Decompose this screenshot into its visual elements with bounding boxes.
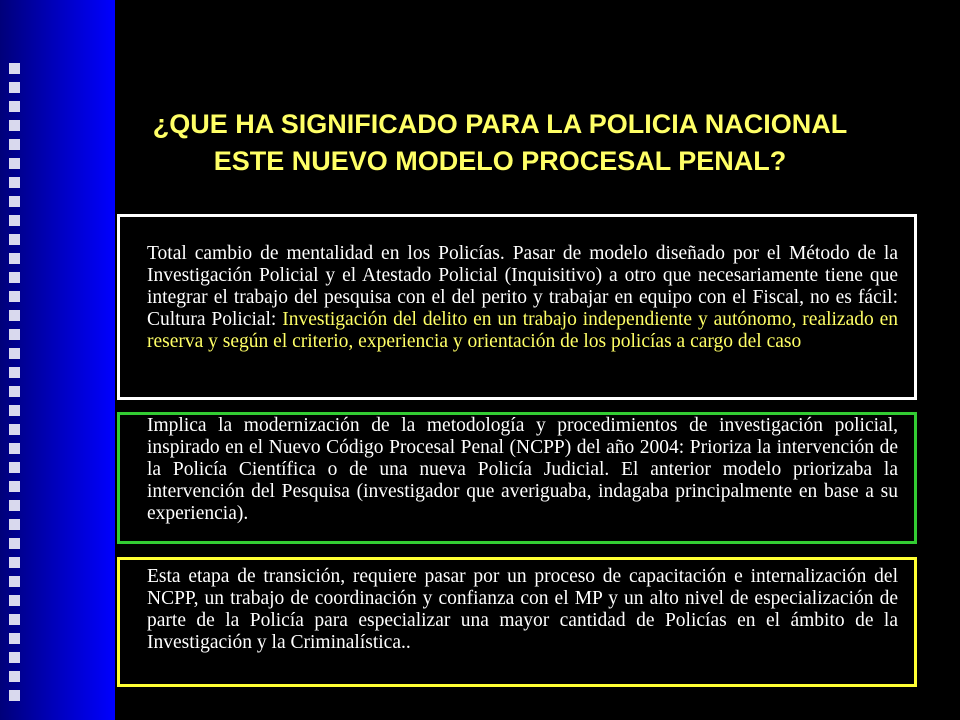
decorative-square	[9, 576, 20, 587]
decorative-square	[9, 348, 20, 359]
decorative-square	[9, 405, 20, 416]
decorative-square	[9, 633, 20, 644]
box2-text: Implica la modernización de la metodología y procedimientos de investigación policial, inspirado en el Nuevo Código Procesal Penal (NCPP) del año 2004: Prioriza la intervención de la Policía Científica o de una nueva Policía Judicial. El anterior modelo priorizaba la intervención del Pesquisa (investigador que averiguaba, indagaba principalmente en base a su experiencia).	[147, 415, 898, 524]
box1-text: Total cambio de mentalidad en los Policías. Pasar de modelo diseñado por el Método de la Investigación Policial y el Atestado Policial (Inquisitivo) a otro que necesariamente tiene que integrar el trabajo del pesquisa con el del perito y trabajar en equipo con el Fiscal, no es fácil: Cultura Policial:	[147, 243, 898, 330]
decorative-square	[9, 614, 20, 625]
decorative-squares	[9, 63, 21, 709]
decorative-square	[9, 386, 20, 397]
decorative-square	[9, 671, 20, 682]
decorative-square	[9, 443, 20, 454]
text-box-modernizacion	[117, 412, 917, 544]
decorative-square	[9, 253, 20, 264]
box3-text: Esta etapa de transición, requiere pasar por un proceso de capacitación e internalización del NCPP, un trabajo de coordinación y confianza con el MP y un alto nivel de especialización de parte de la Policía para especializar una mayor cantidad de Policías en el ámbito de la Investigación y la Criminalística..	[147, 566, 898, 653]
decorative-square	[9, 158, 20, 169]
decorative-square	[9, 595, 20, 606]
decorative-square	[9, 120, 20, 131]
decorative-square	[9, 196, 20, 207]
decorative-square	[9, 557, 20, 568]
decorative-square	[9, 519, 20, 530]
slide-title: ¿QUE HA SIGNIFICADO PARA LA POLICIA NACIONAL ESTE NUEVO MODELO PROCESAL PENAL?	[152, 109, 848, 176]
decorative-square	[9, 500, 20, 511]
text-box-mentalidad	[117, 214, 917, 400]
decorative-square	[9, 424, 20, 435]
decorative-square	[9, 139, 20, 150]
text-box-transicion	[117, 557, 917, 687]
decorative-square	[9, 101, 20, 112]
decorative-square	[9, 310, 20, 321]
decorative-square	[9, 538, 20, 549]
decorative-square	[9, 652, 20, 663]
decorative-square	[9, 177, 20, 188]
decorative-square	[9, 272, 20, 283]
decorative-square	[9, 234, 20, 245]
box1-highlight-text: Investigación del delito en un trabajo independiente y autónomo, realizado en reserva y según el criterio, experiencia y orientación de los policías a cargo del caso	[147, 309, 899, 352]
left-decorative-band	[0, 0, 115, 720]
decorative-square	[9, 63, 20, 74]
decorative-square	[9, 291, 20, 302]
decorative-square	[9, 462, 20, 473]
decorative-square	[9, 690, 20, 701]
decorative-square	[9, 367, 20, 378]
decorative-square	[9, 329, 20, 340]
decorative-square	[9, 82, 20, 93]
decorative-square	[9, 481, 20, 492]
decorative-square	[9, 215, 20, 226]
